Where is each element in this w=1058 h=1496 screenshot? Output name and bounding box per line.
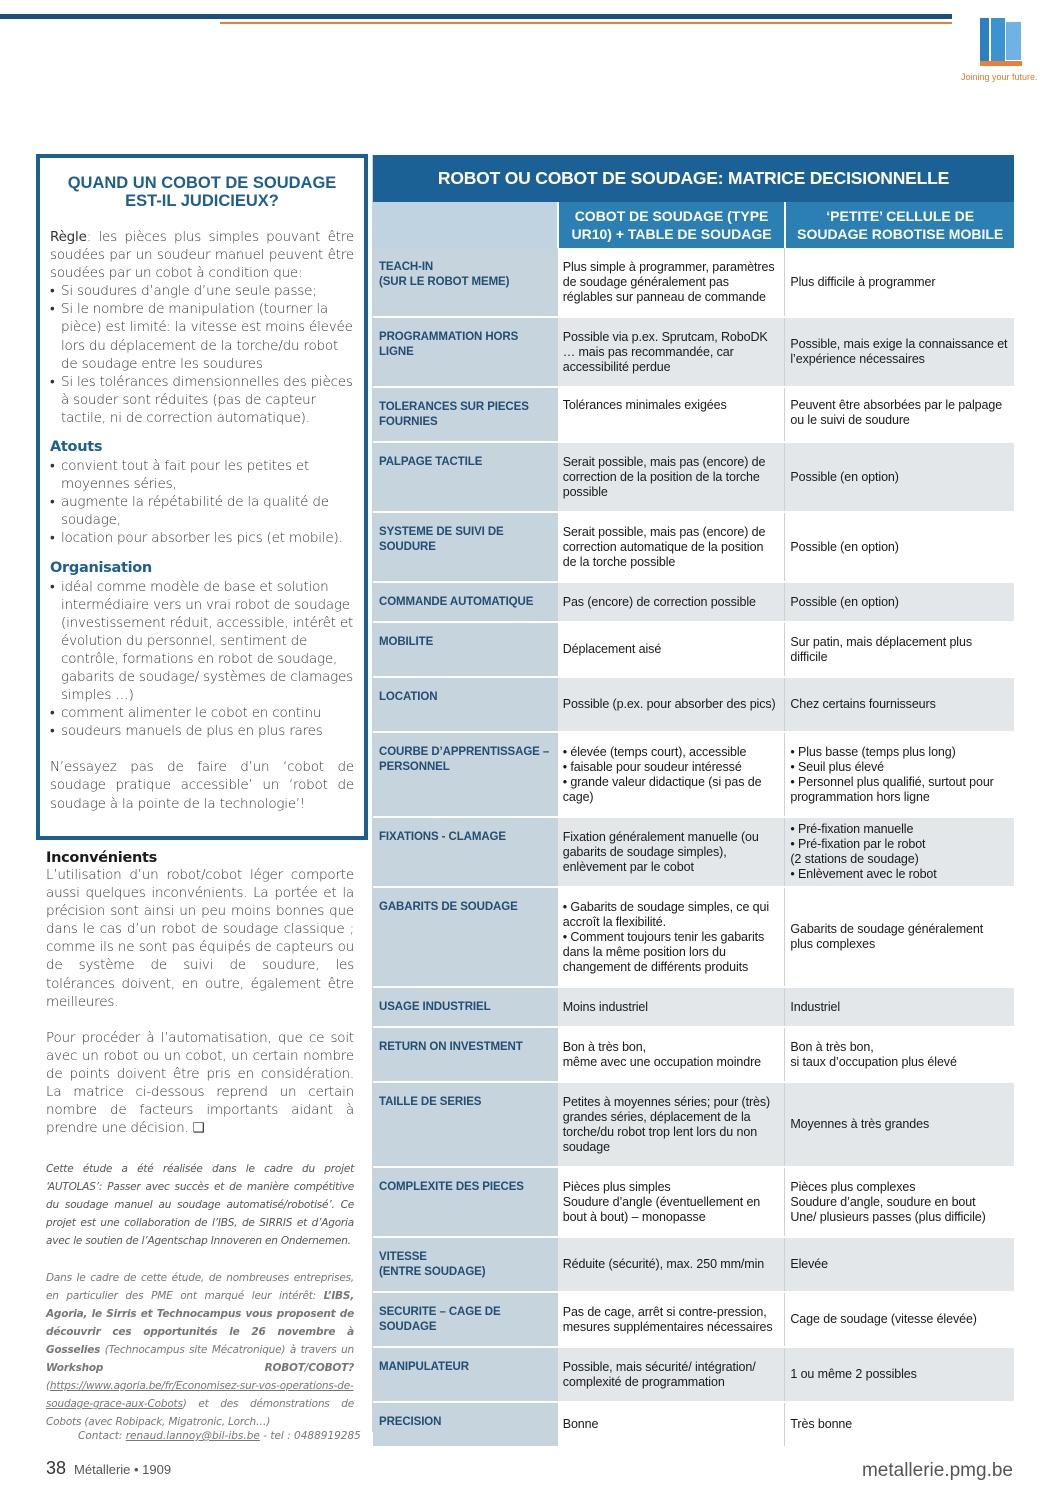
cobot-cell: Pièces plus simples Soudure d’angle (éventuellement en bout à bout) – monopasse	[557, 1168, 785, 1236]
table-row	[373, 888, 1014, 988]
row-label: COURBE D’APPRENTISSAGE – PERSONNEL	[373, 733, 557, 816]
row-label: SYSTEME DE SUIVI DE SOUDURE	[373, 513, 557, 581]
table-row	[373, 583, 1014, 623]
robot-cell: • Plus basse (temps plus long) • Seuil plus élevé • Personnel plus qualifié, surtout pour programmation hors ligne	[784, 733, 1014, 816]
row-label: VITESSE (ENTRE SOUDAGE)	[373, 1238, 557, 1291]
cobot-cell: Pas (encore) de correction possible	[557, 583, 785, 621]
list-item: • soudeurs manuels de plus en plus rares	[50, 722, 354, 740]
table-row	[373, 1403, 1014, 1448]
table-row	[373, 623, 1014, 678]
study-note: Cette étude a été réalisée dans le cadre du projet ‘AUTOLAS’: Passer avec succès et de manière compétitive du soudage manuel au soudage automatisé/robotisé’. Ce projet est une collaboration de l’IBS, de SIRRIS et d’Agoria avec le soutien de l’Agentschap Innoveren en Ondernemen.	[46, 1163, 354, 1247]
robot-cell: Moyennes à très grandes	[784, 1083, 1014, 1166]
robot-cell: Chez certains fournisseurs	[784, 678, 1014, 731]
inconvenients-heading: Inconvénients	[46, 850, 157, 866]
header-robot-cell: ‘PETITE’ CELLULE DE SOUDAGE ROBOTISE MOBILE	[784, 202, 1014, 248]
list-item: • Si soudures d’angle d’une seule passe;	[50, 282, 354, 300]
magazine-issue: Métallerie • 1909	[74, 1462, 172, 1477]
robot-cell: Cage de soudage (vitesse élevée)	[784, 1293, 1014, 1346]
table-row	[373, 388, 1014, 443]
table-row	[373, 733, 1014, 818]
table-row	[373, 248, 1014, 318]
robot-cell: Possible (en option)	[784, 513, 1014, 581]
note-text: (	[46, 1380, 50, 1392]
robot-cell: Possible, mais exige la connaissance et l’expérience nécessaires	[784, 318, 1014, 386]
row-label: TEACH-IN (SUR LE ROBOT MEME)	[373, 248, 557, 316]
list-item: • Si les tolérances dimensionnelles des pièces à souder sont réduites (pas de capteur tactile, ni de correction automatique).	[50, 373, 354, 427]
robot-cell: Sur patin, mais déplacement plus difficile	[784, 623, 1014, 676]
matrix-title: ROBOT OU COBOT DE SOUDAGE: MATRICE DECISIONNELLE	[373, 155, 1014, 202]
cobot-cell: Tolérances minimales exigées	[557, 388, 785, 441]
decision-matrix	[372, 155, 1014, 1432]
table-row	[373, 1348, 1014, 1403]
cobot-cell: • Gabarits de soudage simples, ce qui accroît la flexibilité. • Comment toujours tenir les gabarits dans la même position lors du changement de différents produits	[557, 888, 785, 986]
row-label: USAGE INDUSTRIEL	[373, 988, 557, 1026]
note-bold: L’IBS, Agoria, le Sirris et Technocampus vous proposent de découvrir ces opportunités le 26 novembre à Gosselies	[46, 1290, 354, 1356]
cobot-cell: Plus simple à programmer, paramètres de soudage généralement pas réglables sur panneau de commande	[557, 248, 785, 316]
contact-label: Contact:	[78, 1430, 126, 1442]
agoria-link[interactable]: https://www.agoria.be/fr/Economisez-sur-vos-operations-de-soudage-grace-aux-Cobots	[46, 1380, 354, 1410]
row-label: TAILLE DE SERIES	[373, 1083, 557, 1166]
robot-cell: Peuvent être absorbées par le palpage ou le suivi de soudure	[784, 388, 1014, 441]
atouts-list	[50, 457, 354, 547]
cobot-cell: Possible (p.ex. pour absorber des pics)	[557, 678, 785, 731]
footer-page	[46, 1458, 171, 1479]
table-row	[373, 988, 1014, 1028]
row-label: GABARITS DE SOUDAGE	[373, 888, 557, 986]
cobot-cell: Petites à moyennes séries; pour (très) grandes séries, déplacement de la torche/du robot trop lent lors du non soudage	[557, 1083, 785, 1166]
workshop-title: Workshop ROBOT/COBOT?	[46, 1362, 354, 1374]
cobot-cell: Serait possible, mais pas (encore) de correction de la position de la torche possible	[557, 443, 785, 511]
workshop-note	[46, 1269, 354, 1431]
header-rule-blue	[0, 14, 952, 19]
table-row	[373, 443, 1014, 513]
rule-label: Règle	[50, 229, 87, 245]
row-label: RETURN ON INVESTMENT	[373, 1028, 557, 1081]
row-label: COMPLEXITE DES PIECES	[373, 1168, 557, 1236]
robot-cell: Gabarits de soudage généralement plus complexes	[784, 888, 1014, 986]
robot-cell: Industriel	[784, 988, 1014, 1026]
contact-line	[78, 1430, 361, 1442]
atouts-heading: Atouts	[50, 439, 103, 456]
cobot-cell: Serait possible, mais pas (encore) de correction automatique de la position de la torche possible	[557, 513, 785, 581]
list-item: • idéal comme modèle de base et solution intermédiaire vers un vrai robot de soudage (investissement réduit, accessible, intérêt et évolution du personnel, sentiment de contrôle, formations en robot de soudage, gabarits de soudage/ systèmes de clamages simples …)	[50, 578, 354, 705]
robot-cell: 1 ou même 2 possibles	[784, 1348, 1014, 1401]
ibs-logo	[961, 18, 1045, 88]
automation-text: Pour procéder à l’automatisation, que ce soit avec un robot ou un cobot, un certain nombre de points doivent être pris en considération. La matrice ci-dessous reprend un certain nombre de facteurs importants aidant à prendre une décision. ❑	[46, 1029, 354, 1137]
row-label: COMMANDE AUTOMATIQUE	[373, 583, 557, 621]
contact-email-link[interactable]: renaud.lannoy@bil-ibs.be	[125, 1430, 260, 1442]
logo-tagline: Joining your future.	[961, 72, 1038, 82]
cobot-cell: Bon à très bon, même avec une occupation moindre	[557, 1028, 785, 1081]
closing-paragraph: N’essayez pas de faire d’un ‘cobot de soudage pratique accessible’ un ‘robot de soudage à la pointe de la technologie’!	[50, 759, 354, 812]
row-label: PRECISION	[373, 1403, 557, 1446]
table-row	[373, 1168, 1014, 1238]
list-item: • location pour absorber les pics (et mobile).	[50, 529, 354, 547]
header-cobot: COBOT DE SOUDAGE (TYPE UR10) + TABLE DE SOUDAGE	[557, 202, 785, 248]
cobot-cell: Déplacement aisé	[557, 623, 785, 676]
contact-phone: - tel : 0488919285	[259, 1430, 361, 1442]
table-row	[373, 1238, 1014, 1293]
matrix-header	[373, 202, 1014, 248]
row-label: MOBILITE	[373, 623, 557, 676]
cobot-cell: Réduite (sécurité), max. 250 mm/min	[557, 1238, 785, 1291]
table-row	[373, 1083, 1014, 1168]
robot-cell: Possible (en option)	[784, 443, 1014, 511]
rule-paragraph	[50, 228, 354, 282]
ibs-logo-mark	[980, 18, 1022, 66]
cobot-cell: Pas de cage, arrêt si contre-pression, mesures supplémentaires nécessaires	[557, 1293, 785, 1346]
robot-cell: Possible (en option)	[784, 583, 1014, 621]
organisation-list	[50, 578, 354, 741]
table-row	[373, 1028, 1014, 1083]
cobot-info-box	[36, 154, 368, 840]
left-column	[46, 850, 354, 1137]
list-item: • comment alimenter le cobot en continu	[50, 704, 354, 722]
row-label: FIXATIONS - CLAMAGE	[373, 818, 557, 886]
cobot-cell: Possible, mais sécurité/ intégration/ complexité de programmation	[557, 1348, 785, 1401]
row-label: TOLERANCES SUR PIECES FOURNIES	[373, 388, 557, 441]
cobot-cell: Fixation généralement manuelle (ou gabarits de soudage simples), enlèvement par le cobot	[557, 818, 785, 886]
header-rule-orange	[220, 22, 952, 24]
row-label: PROGRAMMATION HORS LIGNE	[373, 318, 557, 386]
robot-cell: Pièces plus complexes Soudure d’angle, soudure en bout Une/ plusieurs passes (plus difficile)	[784, 1168, 1014, 1236]
box-title: QUAND UN COBOT DE SOUDAGE EST-IL JUDICIEUX?	[67, 174, 337, 210]
cobot-cell: Possible via p.ex. Sprutcam, RoboDK … mais pas recommandée, car accessibilité perdue	[557, 318, 785, 386]
robot-cell: • Pré-fixation manuelle • Pré-fixation par le robot (2 stations de soudage) • Enlèvement avec le robot	[784, 818, 1014, 886]
inconvenients-text: L’utilisation d’un robot/cobot léger comporte aussi quelques inconvénients. La portée et la précision sont ainsi un peu moins bonnes que dans le cas d’un robot de soudage classique ; comme ils ne sont pas équipés de capteurs ou de système de suivi de soudure, les tolérances doivent, en outre, également être meilleures.	[46, 867, 354, 1010]
robot-cell: Plus difficile à programmer	[784, 248, 1014, 316]
list-item: • augmente la répétabilité de la qualité de soudage,	[50, 493, 354, 529]
row-label: LOCATION	[373, 678, 557, 731]
table-row	[373, 678, 1014, 733]
table-row	[373, 818, 1014, 888]
list-item: • Si le nombre de manipulation (tourner la pièce) est limité: la vitesse est moins élevée lors du déplacement de la torche/du robot de soudage entre les soudures	[50, 300, 354, 372]
robot-cell: Bon à très bon, si taux d’occupation plus élevé	[784, 1028, 1014, 1081]
rule-text: : les pièces plus simples pouvant être soudées par un soudeur manuel peuvent être soudées par un cobot à condition que:	[50, 229, 354, 282]
header-blank	[373, 202, 557, 248]
robot-cell: Très bonne	[784, 1403, 1014, 1446]
rule-list	[50, 282, 354, 427]
row-label: SECURITE – CAGE DE SOUDAGE	[373, 1293, 557, 1346]
page-number: 38	[46, 1458, 67, 1478]
list-item: • convient tout à fait pour les petites et moyennes séries,	[50, 457, 354, 493]
table-row	[373, 513, 1014, 583]
note-text: Dans le cadre de cette étude, de nombreuses entreprises, en particulier des PME ont marqué leur intérêt:	[46, 1272, 354, 1302]
table-row	[373, 1293, 1014, 1348]
row-label: MANIPULATEUR	[373, 1348, 557, 1401]
row-label: PALPAGE TACTILE	[373, 443, 557, 511]
robot-cell: Elevée	[784, 1238, 1014, 1291]
organisation-heading: Organisation	[50, 559, 152, 576]
matrix-body	[373, 248, 1014, 1448]
table-row	[373, 318, 1014, 388]
footer-site[interactable]: metallerie.pmg.be	[861, 1460, 1013, 1481]
note-text: ) et des démonstrations de Cobots (avec Robipack, Migatronic, Lorch…)	[46, 1398, 354, 1428]
cobot-cell: • élevée (temps court), accessible • faisable pour soudeur intéressé • grande valeur didactique (si pas de cage)	[557, 733, 785, 816]
cobot-cell: Bonne	[557, 1403, 785, 1446]
cobot-cell: Moins industriel	[557, 988, 785, 1026]
note-text: (Technocampus site Mécatronique) à travers un	[100, 1344, 354, 1356]
